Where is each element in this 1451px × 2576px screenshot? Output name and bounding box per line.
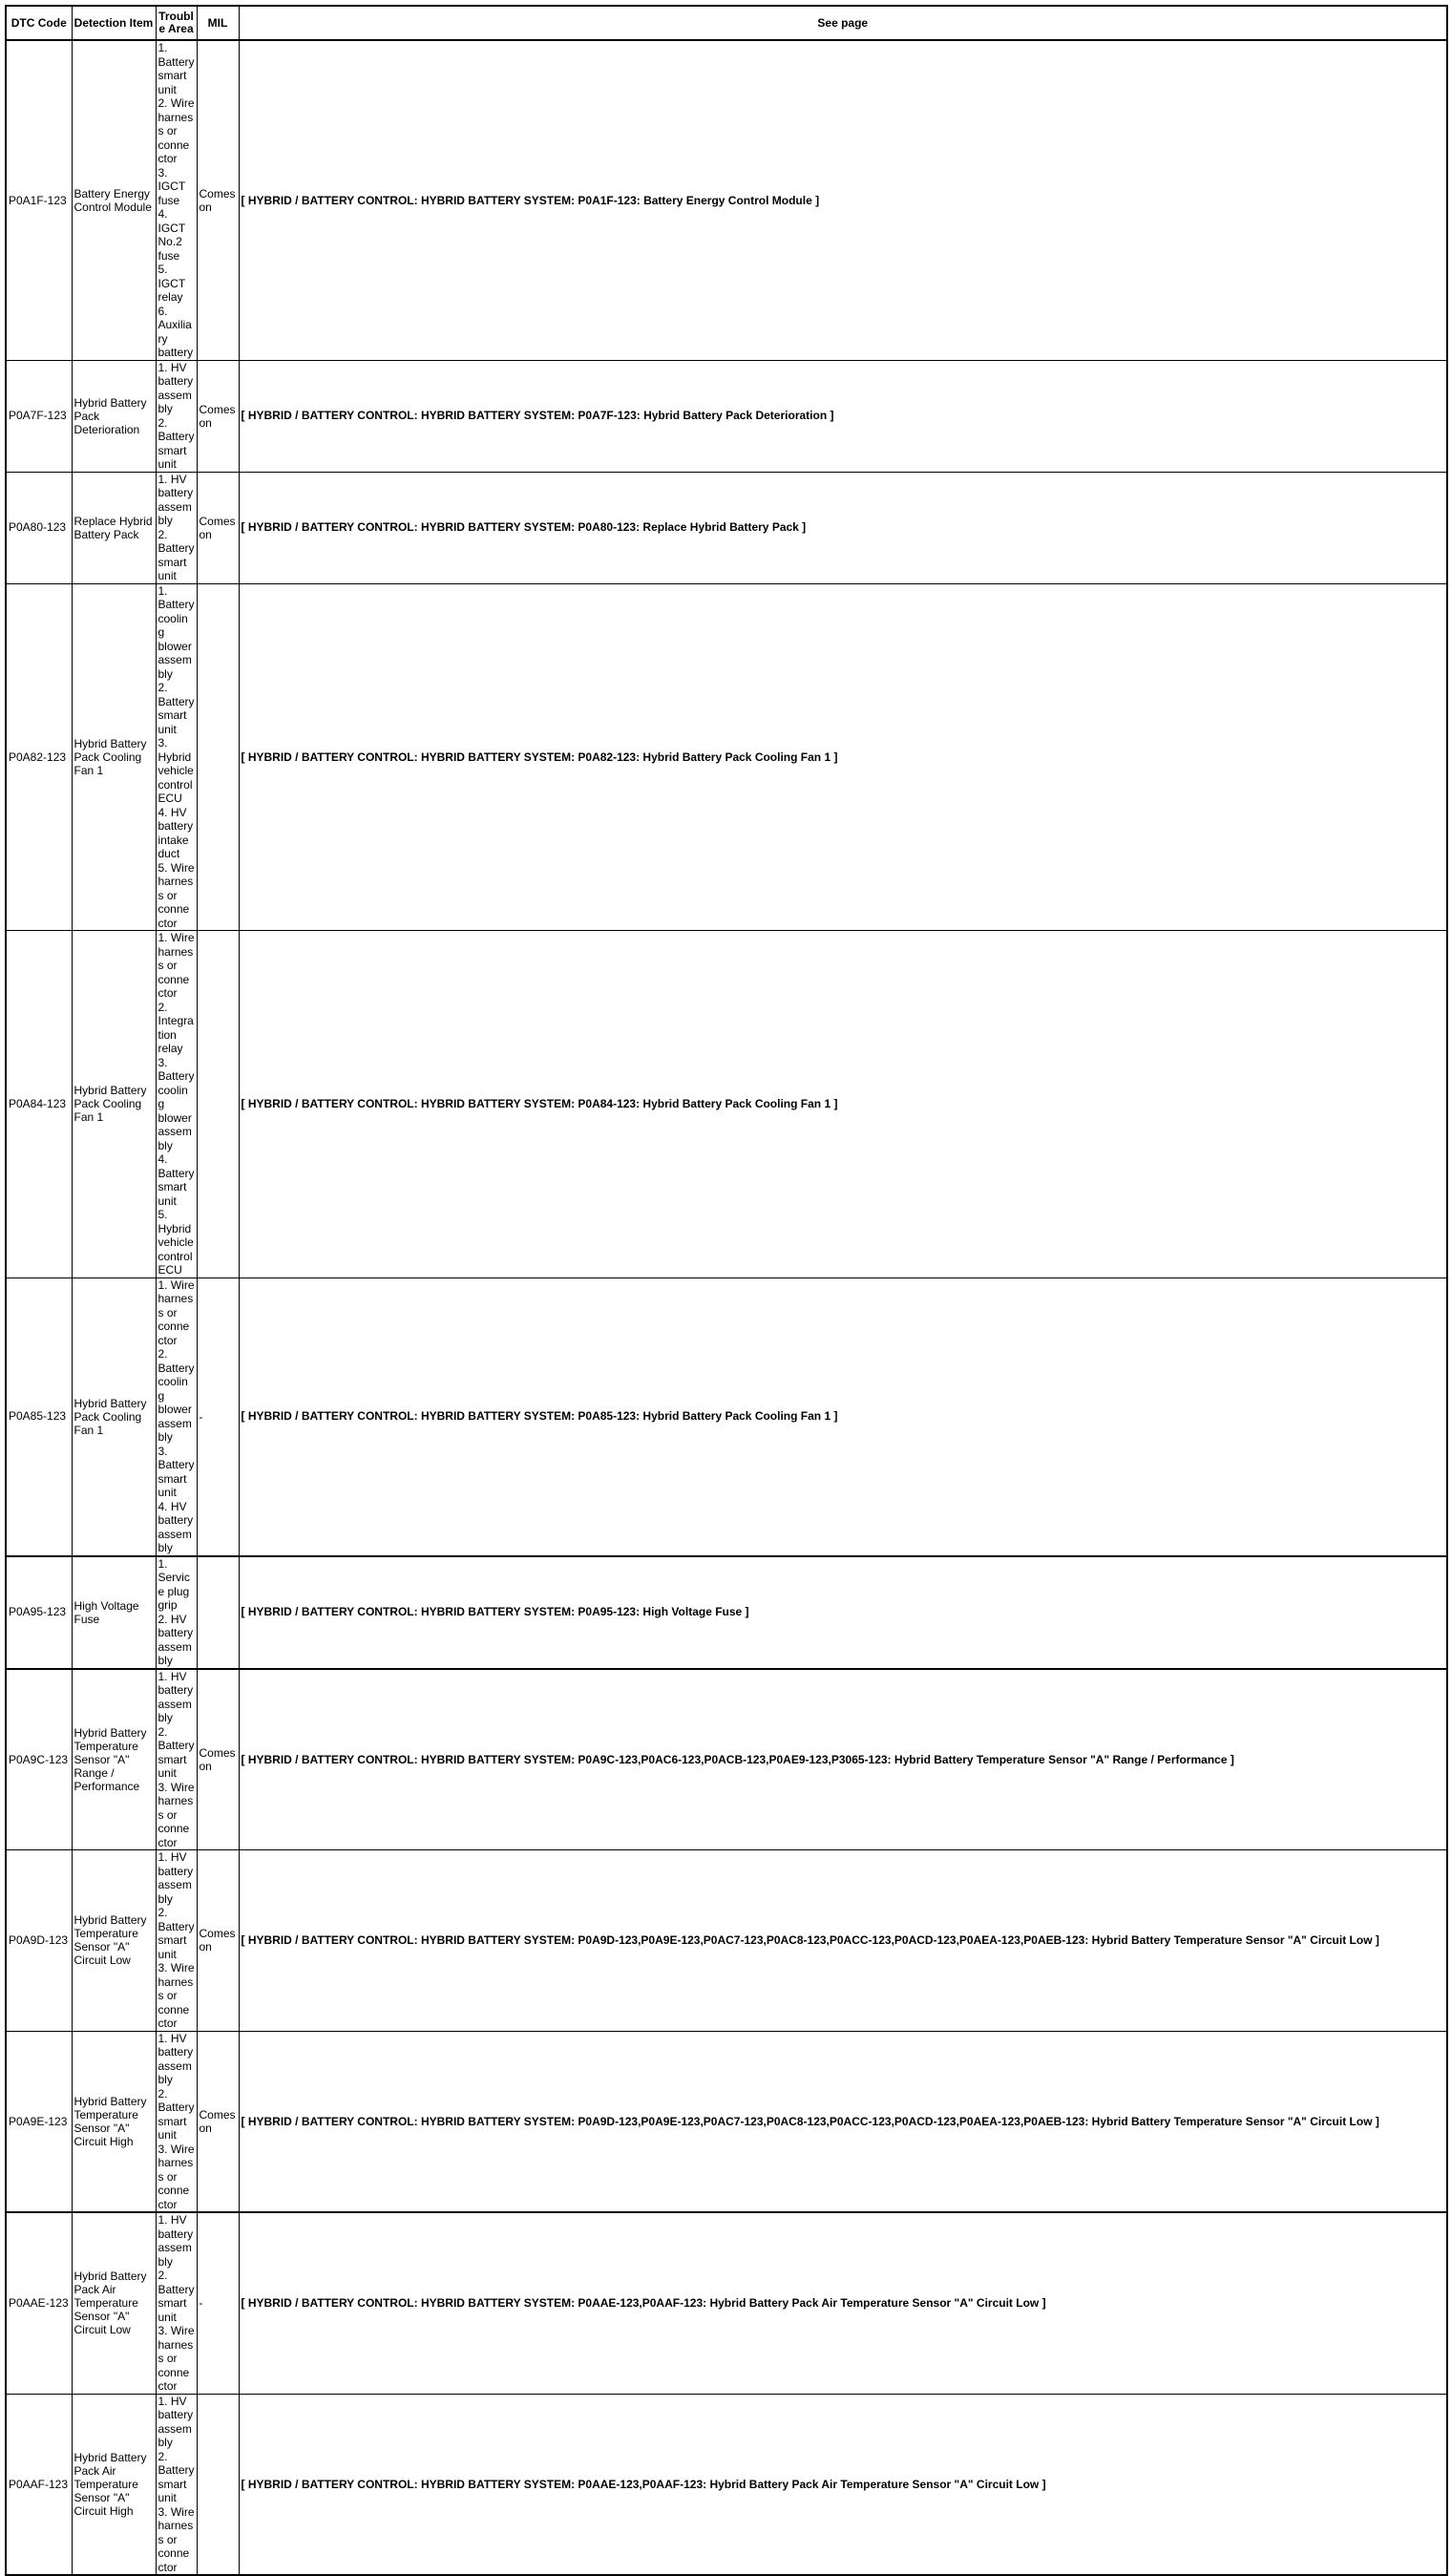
header-see-page: See page <box>239 6 1447 40</box>
table-row <box>6 1556 1447 1669</box>
trouble-area-item: 3. Battery smart unit <box>158 1444 195 1499</box>
table-row <box>6 1277 1447 1556</box>
see-page-link[interactable]: [ HYBRID / BATTERY CONTROL: HYBRID BATTERY SYSTEM: P0A9D-123,P0A9E-123,P0AC7-123,P0AC8-123,P0ACC-123,P0ACD-123,P0AEA-123,P0AEB-123: Hybrid Battery Temperature Sensor "A" Circuit Low ] <box>239 2031 1447 2212</box>
dtc-code-cell: P0AAF-123 <box>6 2394 72 2575</box>
see-page-link[interactable]: [ HYBRID / BATTERY CONTROL: HYBRID BATTERY SYSTEM: P0AAE-123,P0AAF-123: Hybrid Battery Pack Air Temperature Sensor "A" Circuit Low ] <box>239 2212 1447 2394</box>
trouble-area-item: 1. Wire harness or connector <box>158 931 195 1000</box>
dtc-code-cell: P0AAE-123 <box>6 2212 72 2394</box>
detection-item-cell: Hybrid Battery Pack Cooling Fan 1 <box>72 583 156 931</box>
trouble-area-item: 2. HV battery assembly <box>158 1612 194 1667</box>
dtc-table <box>5 5 1448 2576</box>
see-page-link[interactable]: [ HYBRID / BATTERY CONTROL: HYBRID BATTERY SYSTEM: P0A80-123: Replace Hybrid Battery Pack ] <box>239 472 1447 583</box>
trouble-area-item: 1. Wire harness or connector <box>158 1277 195 1347</box>
trouble-area-cell <box>156 1669 197 1850</box>
detection-item-cell: High Voltage Fuse <box>72 1556 156 1669</box>
see-page-link[interactable]: [ HYBRID / BATTERY CONTROL: HYBRID BATTERY SYSTEM: P0A9C-123,P0AC6-123,P0ACB-123,P0AE9-123,P3065-123: Hybrid Battery Temperature Sensor "A" Range / Performance ] <box>239 1669 1447 1850</box>
trouble-area-cell <box>156 583 197 931</box>
header-trouble-area: Trouble Area <box>156 6 197 40</box>
trouble-area-item: 2. Battery smart unit <box>158 2086 195 2142</box>
trouble-area-cell <box>156 1850 197 2032</box>
dtc-code-cell: P0A85-123 <box>6 1277 72 1556</box>
trouble-area-cell <box>156 1556 197 1669</box>
trouble-area-item: 2. Battery smart unit <box>158 527 195 582</box>
see-page-link[interactable]: [ HYBRID / BATTERY CONTROL: HYBRID BATTERY SYSTEM: P0A82-123: Hybrid Battery Pack Cooling Fan 1 ] <box>239 583 1447 931</box>
trouble-area-cell <box>156 931 197 1278</box>
detection-item-cell: Hybrid Battery Pack Cooling Fan 1 <box>72 1277 156 1556</box>
table-row <box>6 1850 1447 2032</box>
dtc-code-cell: P0A80-123 <box>6 472 72 583</box>
trouble-area-item: 3. Wire harness or connector <box>158 1961 195 2030</box>
trouble-area-item: 4. IGCT No.2 fuse <box>158 207 185 263</box>
trouble-area-item: 3. Wire harness or connector <box>158 2142 195 2211</box>
table-body <box>6 40 1447 2575</box>
trouble-area-item: 1. HV battery assembly <box>158 2213 194 2269</box>
dtc-code-cell: P0A1F-123 <box>6 40 72 360</box>
detection-item-cell: Hybrid Battery Pack Air Temperature Sensor "A" Circuit High <box>72 2394 156 2575</box>
trouble-area-cell <box>156 1277 197 1556</box>
detection-item-cell: Hybrid Battery Pack Air Temperature Sensor "A" Circuit Low <box>72 2212 156 2394</box>
trouble-area-item: 1. HV battery assembly <box>158 1669 194 1724</box>
mil-cell: Comes on <box>197 472 239 583</box>
trouble-area-item: 2. Battery cooling blower assembly <box>158 1347 195 1444</box>
trouble-area-cell <box>156 2031 197 2212</box>
detection-item-cell: Battery Energy Control Module <box>72 40 156 360</box>
trouble-area-item: 1. HV battery assembly <box>158 472 194 527</box>
trouble-area-item: 2. Battery smart unit <box>158 1724 195 1780</box>
mil-cell <box>197 931 239 1278</box>
table-row <box>6 360 1447 472</box>
detection-item-cell: Hybrid Battery Temperature Sensor "A" Range / Performance <box>72 1669 156 1850</box>
mil-cell: Comes on <box>197 40 239 360</box>
trouble-area-item: 3. Wire harness or connector <box>158 2504 195 2574</box>
trouble-area-item: 2. Battery smart unit <box>158 415 195 471</box>
trouble-area-item: 5. IGCT relay <box>158 263 185 304</box>
mil-cell: Comes on <box>197 2031 239 2212</box>
see-page-link[interactable]: [ HYBRID / BATTERY CONTROL: HYBRID BATTERY SYSTEM: P0A85-123: Hybrid Battery Pack Cooling Fan 1 ] <box>239 1277 1447 1556</box>
detection-item-cell: Hybrid Battery Pack Cooling Fan 1 <box>72 931 156 1278</box>
trouble-area-item: 2. Battery smart unit <box>158 2449 195 2504</box>
trouble-area-item: 2. Battery smart unit <box>158 2269 195 2324</box>
dtc-code-cell: P0A7F-123 <box>6 360 72 472</box>
see-page-link[interactable]: [ HYBRID / BATTERY CONTROL: HYBRID BATTERY SYSTEM: P0A95-123: High Voltage Fuse ] <box>239 1556 1447 1669</box>
trouble-area-item: 1. HV battery assembly <box>158 2394 194 2449</box>
trouble-area-cell <box>156 360 197 472</box>
mil-cell: Comes on <box>197 1669 239 1850</box>
see-page-link[interactable]: [ HYBRID / BATTERY CONTROL: HYBRID BATTERY SYSTEM: P0A9D-123,P0A9E-123,P0AC7-123,P0AC8-123,P0ACC-123,P0ACD-123,P0AEA-123,P0AEB-123: Hybrid Battery Temperature Sensor "A" Circuit Low ] <box>239 1850 1447 2032</box>
header-dtc-code: DTC Code <box>6 6 72 40</box>
trouble-area-item: 4. HV battery assembly <box>158 1499 194 1554</box>
trouble-area-item: 2. Wire harness or connector <box>158 96 195 165</box>
table-row <box>6 931 1447 1278</box>
trouble-area-item: 1. Battery smart unit <box>158 41 195 96</box>
see-page-link[interactable]: [ HYBRID / BATTERY CONTROL: HYBRID BATTERY SYSTEM: P0AAE-123,P0AAF-123: Hybrid Battery Pack Air Temperature Sensor "A" Circuit Low ] <box>239 2394 1447 2575</box>
trouble-area-item: 3. Wire harness or connector <box>158 1780 195 1849</box>
detection-item-cell: Hybrid Battery Pack Deterioration <box>72 360 156 472</box>
table-row <box>6 472 1447 583</box>
trouble-area-cell <box>156 2212 197 2394</box>
see-page-link[interactable]: [ HYBRID / BATTERY CONTROL: HYBRID BATTERY SYSTEM: P0A84-123: Hybrid Battery Pack Cooling Fan 1 ] <box>239 931 1447 1278</box>
trouble-area-item: 1. HV battery assembly <box>158 1850 194 1906</box>
header-detection-item: Detection Item <box>72 6 156 40</box>
mil-cell <box>197 583 239 931</box>
trouble-area-item: 2. Integration relay <box>158 1000 194 1055</box>
mil-cell <box>197 2394 239 2575</box>
dtc-code-cell: P0A9E-123 <box>6 2031 72 2212</box>
table-row <box>6 1669 1447 1850</box>
dtc-code-cell: P0A84-123 <box>6 931 72 1278</box>
trouble-area-item: 5. Wire harness or connector <box>158 860 195 930</box>
table-row <box>6 2212 1447 2394</box>
see-page-link[interactable]: [ HYBRID / BATTERY CONTROL: HYBRID BATTERY SYSTEM: P0A7F-123: Hybrid Battery Pack Deterioration ] <box>239 360 1447 472</box>
trouble-area-item: 1. HV battery assembly <box>158 360 194 415</box>
dtc-code-cell: P0A9D-123 <box>6 1850 72 2032</box>
trouble-area-item: 4. Battery smart unit <box>158 1152 195 1208</box>
trouble-area-item: 6. Auxiliary battery <box>158 304 194 359</box>
trouble-area-item: 3. IGCT fuse <box>158 165 185 207</box>
dtc-code-cell: P0A82-123 <box>6 583 72 931</box>
table-row <box>6 2031 1447 2212</box>
table-row <box>6 2394 1447 2575</box>
table-header-row <box>6 6 1447 40</box>
trouble-area-item: 3. Wire harness or connector <box>158 2324 195 2393</box>
mil-cell <box>197 1556 239 1669</box>
trouble-area-cell <box>156 472 197 583</box>
detection-item-cell: Hybrid Battery Temperature Sensor "A" Circuit High <box>72 2031 156 2212</box>
trouble-area-item: 3. Hybrid vehicle control ECU <box>158 736 194 805</box>
mil-cell: Comes on <box>197 1850 239 2032</box>
detection-item-cell: Replace Hybrid Battery Pack <box>72 472 156 583</box>
detection-item-cell: Hybrid Battery Temperature Sensor "A" Circuit Low <box>72 1850 156 2032</box>
trouble-area-item: 1. HV battery assembly <box>158 2031 194 2086</box>
trouble-area-item: 5. Hybrid vehicle control ECU <box>158 1208 194 1277</box>
mil-cell: Comes on <box>197 360 239 472</box>
mil-cell: - <box>197 1277 239 1556</box>
trouble-area-item: 4. HV battery intake duct <box>158 805 194 860</box>
trouble-area-item: 2. Battery smart unit <box>158 1906 195 1961</box>
trouble-area-cell <box>156 40 197 360</box>
table-row <box>6 583 1447 931</box>
trouble-area-item: 2. Battery smart unit <box>158 681 195 736</box>
dtc-table-container <box>5 5 1446 2576</box>
trouble-area-cell <box>156 2394 197 2575</box>
see-page-link[interactable]: [ HYBRID / BATTERY CONTROL: HYBRID BATTERY SYSTEM: P0A1F-123: Battery Energy Control Module ] <box>239 40 1447 360</box>
dtc-code-cell: P0A9C-123 <box>6 1669 72 1850</box>
mil-cell: - <box>197 2212 239 2394</box>
trouble-area-item: 1. Battery cooling blower assembly <box>158 583 195 681</box>
trouble-area-item: 1. Service plug grip <box>158 1556 190 1612</box>
dtc-code-cell: P0A95-123 <box>6 1556 72 1669</box>
table-row <box>6 40 1447 360</box>
header-mil: MIL <box>197 6 239 40</box>
trouble-area-item: 3. Battery cooling blower assembly <box>158 1055 195 1152</box>
